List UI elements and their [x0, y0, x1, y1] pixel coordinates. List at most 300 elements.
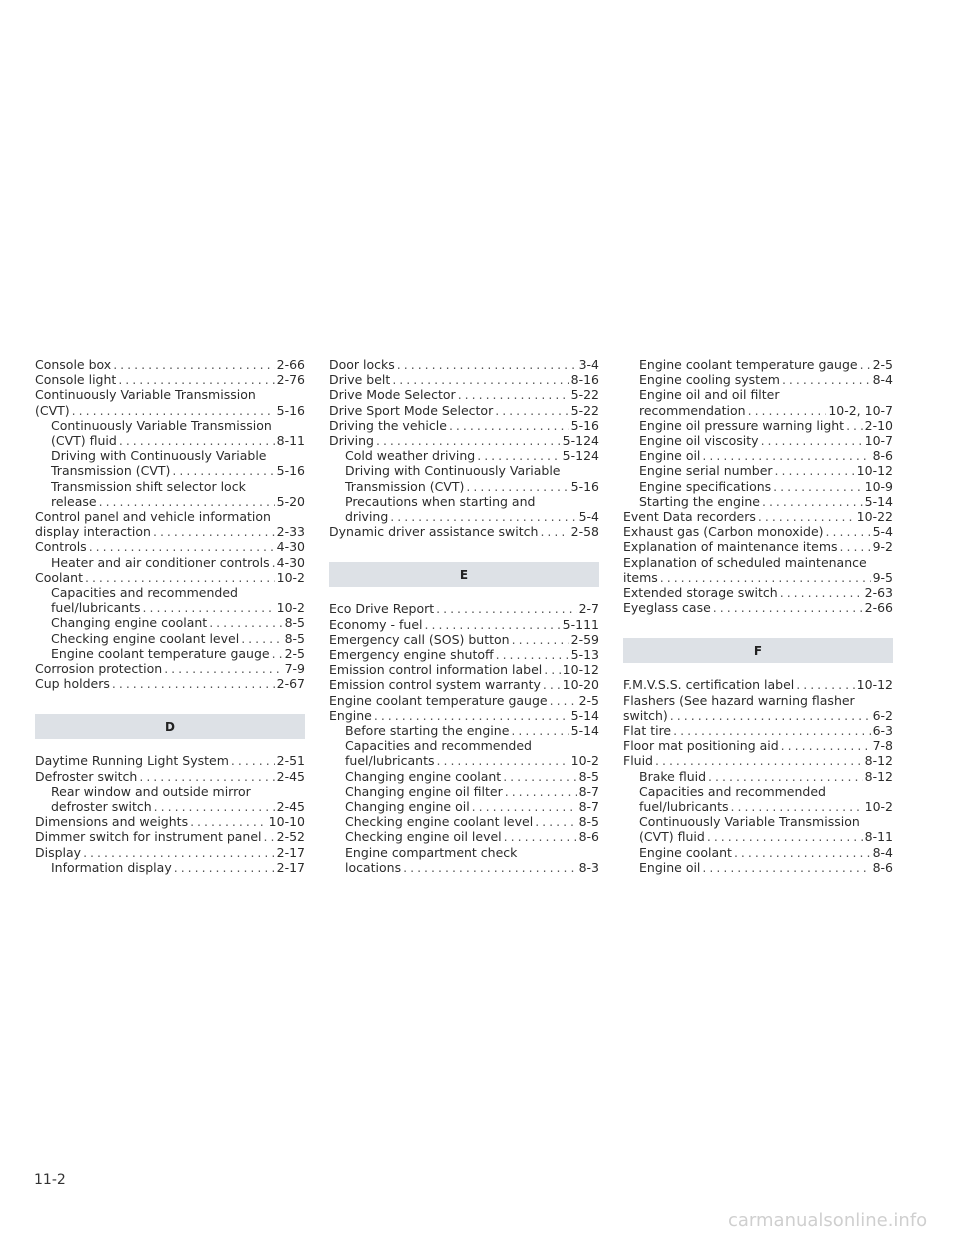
entry-text: display interaction	[35, 524, 151, 540]
entry-text: Floor mat positioning aid	[623, 738, 779, 754]
dot-leader	[472, 799, 577, 814]
entry-row	[623, 585, 893, 600]
entry-row	[345, 723, 599, 738]
index-subentry[interactable]	[623, 448, 893, 463]
entry-text: Continuously Variable Transmission	[35, 387, 256, 403]
page-reference: 5-16	[276, 402, 305, 418]
entry-row	[51, 615, 305, 630]
index-subentry[interactable]	[35, 555, 305, 570]
entry-text: driving	[345, 509, 389, 525]
entry-text: Engine specifications	[639, 478, 772, 494]
page-reference: 8-5	[578, 814, 599, 830]
entry-row	[329, 647, 599, 662]
index-subentry[interactable]	[623, 479, 893, 494]
page-reference: 8-5	[284, 630, 305, 646]
index-subentry[interactable]	[329, 814, 599, 829]
page-reference: 2-67	[276, 676, 305, 692]
entry-text: release	[51, 493, 97, 509]
page-reference: 4-30	[276, 539, 305, 555]
entry-text: Console light	[35, 372, 117, 388]
page-reference: 5-22	[570, 402, 599, 418]
entry-text: Transmission (CVT)	[51, 463, 171, 479]
dot-leader	[495, 403, 568, 418]
page-reference: 2-52	[276, 829, 305, 845]
page-reference: 7-9	[284, 661, 305, 677]
index-subentry[interactable]	[35, 479, 305, 509]
dot-leader	[403, 860, 576, 875]
entry-row	[329, 524, 599, 539]
page-reference: 4-30	[276, 554, 305, 570]
dot-leader	[209, 615, 282, 630]
index-subentry[interactable]	[35, 448, 305, 478]
page-reference: 3-4	[578, 357, 599, 372]
entry-row	[623, 524, 893, 539]
entry-row	[345, 799, 599, 814]
entry-text: Engine coolant temperature gauge	[639, 357, 858, 372]
entry-text: items	[623, 569, 658, 585]
index-entry[interactable]	[35, 845, 305, 860]
page-reference: 5-14	[570, 707, 599, 723]
dot-leader	[762, 494, 863, 509]
index-entry[interactable]	[623, 524, 893, 539]
entry-row	[345, 784, 599, 799]
page-reference: 8-4	[872, 372, 893, 388]
index-entry[interactable]	[623, 600, 893, 615]
index-entry[interactable]	[35, 814, 305, 829]
index-column-3	[623, 357, 893, 875]
index-entry[interactable]	[35, 387, 305, 417]
entry-text: switch)	[623, 707, 668, 723]
index-entry[interactable]	[623, 509, 893, 524]
page-reference: 2-7	[578, 601, 599, 617]
page-reference: 5-22	[570, 387, 599, 403]
entry-text: Engine coolant temperature gauge	[51, 645, 270, 661]
index-entry[interactable]	[623, 677, 893, 692]
entry-row	[329, 601, 599, 616]
dot-leader	[139, 769, 274, 784]
index-entry[interactable]	[329, 433, 599, 448]
index-subentry[interactable]	[623, 372, 893, 387]
entry-text: Engine oil viscosity	[639, 433, 759, 449]
entry-row	[639, 448, 893, 463]
page-reference: 10-2, 10-7	[828, 402, 893, 418]
dot-leader	[655, 753, 863, 768]
page-reference: 9-2	[872, 539, 893, 555]
index-entry[interactable]	[35, 753, 305, 768]
entry-text: Dynamic driver assistance switch	[329, 524, 539, 540]
entry-row	[329, 617, 599, 632]
page-reference: 5-4	[578, 509, 599, 525]
entry-text: Changing engine coolant	[345, 768, 502, 784]
entry-row	[51, 799, 305, 814]
dot-leader	[503, 769, 576, 784]
dot-leader	[153, 524, 275, 539]
entry-row	[329, 433, 599, 448]
page-reference: 2-66	[864, 600, 893, 616]
entry-text: Engine coolant temperature gauge	[329, 692, 548, 708]
index-subentry[interactable]	[623, 784, 893, 814]
index-subentry[interactable]	[623, 860, 893, 875]
page-reference: 2-63	[864, 585, 893, 601]
page-reference: 2-45	[276, 799, 305, 815]
entry-row	[35, 661, 305, 676]
entry-row	[35, 829, 305, 844]
page-reference: 2-66	[276, 357, 305, 372]
index-entry[interactable]	[329, 357, 599, 372]
entry-row	[329, 418, 599, 433]
entry-text: Driving with Continuously Variable	[345, 463, 561, 479]
page-reference: 8-6	[872, 859, 893, 875]
dot-leader	[119, 433, 275, 448]
entry-text: Driving the vehicle	[329, 417, 447, 433]
index-entry[interactable]	[329, 524, 599, 539]
index-entry[interactable]	[329, 403, 599, 418]
page-reference: 5-20	[276, 493, 305, 509]
index-subentry[interactable]	[329, 784, 599, 799]
dot-leader	[374, 708, 569, 723]
entry-row	[345, 509, 599, 524]
page-reference: 10-12	[856, 463, 893, 479]
entry-row	[35, 769, 305, 784]
page-reference: 8-16	[570, 372, 599, 388]
page-reference: 8-11	[864, 829, 893, 845]
entry-text: Information display	[51, 859, 172, 875]
index-subentry[interactable]	[623, 433, 893, 448]
dot-leader	[773, 479, 862, 494]
index-subentry[interactable]	[35, 860, 305, 875]
index-subentry[interactable]	[623, 387, 893, 417]
entry-row	[639, 829, 893, 844]
index-entry[interactable]	[35, 829, 305, 844]
dot-leader	[748, 403, 827, 418]
index-entry[interactable]	[623, 555, 893, 585]
dot-leader	[713, 600, 863, 615]
entry-row	[329, 387, 599, 402]
dot-leader	[734, 845, 871, 860]
entry-row	[639, 418, 893, 433]
page-reference: 2-5	[284, 645, 305, 661]
entry-text: Door locks	[329, 357, 395, 372]
entry-text: F.M.V.S.S. certification label	[623, 677, 795, 693]
index-entry[interactable]	[329, 632, 599, 647]
entry-text: Heater and air conditioner controls	[51, 554, 270, 570]
dot-leader	[660, 570, 871, 585]
entry-row	[623, 570, 893, 585]
page-reference: 10-12	[856, 677, 893, 693]
entry-text: (CVT) fluid	[639, 829, 705, 845]
dot-leader	[702, 860, 870, 875]
dot-leader	[392, 372, 568, 387]
index-entry[interactable]	[329, 372, 599, 387]
entry-text: Explanation of scheduled maintenance	[623, 554, 867, 570]
dot-leader	[113, 357, 274, 372]
entry-text: Dimmer switch for instrument panel	[35, 829, 262, 845]
dot-leader	[190, 814, 267, 829]
entry-text: Engine oil and oil filter	[639, 387, 780, 403]
index-entry[interactable]	[329, 708, 599, 723]
entry-row	[35, 372, 305, 387]
entry-text: Flat tire	[623, 723, 672, 739]
entry-text: Drive Sport Mode Selector	[329, 402, 494, 418]
page-reference: 10-2	[570, 753, 599, 769]
index-entry[interactable]	[623, 539, 893, 554]
entry-row	[639, 403, 893, 418]
page-reference: 8-6	[872, 448, 893, 464]
section-header-f: F	[623, 638, 893, 663]
entry-row	[35, 403, 305, 418]
entry-row	[639, 799, 893, 814]
entry-row	[51, 433, 305, 448]
index-entry[interactable]	[623, 738, 893, 753]
index-subentry[interactable]	[623, 814, 893, 844]
entry-text: Control panel and vehicle information	[35, 509, 271, 525]
page-reference: 10-12	[562, 662, 599, 678]
dot-leader	[781, 738, 871, 753]
entry-row	[639, 860, 893, 875]
entry-row	[329, 372, 599, 387]
index-entry[interactable]	[35, 357, 305, 372]
dot-leader	[758, 509, 855, 524]
dot-leader	[505, 784, 577, 799]
index-entry[interactable]	[35, 676, 305, 691]
page-reference: 5-16	[276, 463, 305, 479]
entry-text: Flashers (See hazard warning flasher	[623, 692, 855, 708]
index-subentry[interactable]	[623, 357, 893, 372]
entry-row	[329, 403, 599, 418]
entry-text: Corrosion protection	[35, 661, 163, 677]
dot-leader	[860, 357, 871, 372]
entry-text: Checking engine oil level	[345, 829, 502, 845]
entry-text: Starting the engine	[639, 493, 760, 509]
dot-leader	[174, 860, 275, 875]
index-entry[interactable]	[35, 570, 305, 585]
watermark: carmanualsonline.info	[728, 1210, 928, 1231]
index-entry[interactable]	[35, 539, 305, 554]
index-subentry[interactable]	[35, 631, 305, 646]
entry-text: Engine compartment check	[345, 844, 518, 860]
index-subentry[interactable]	[35, 646, 305, 661]
index-entry[interactable]	[329, 387, 599, 402]
index-subentry[interactable]	[329, 723, 599, 738]
entry-text: Dimensions and weights	[35, 814, 189, 830]
index-entry[interactable]	[35, 661, 305, 676]
entry-text: Engine oil pressure warning light	[639, 417, 845, 433]
dot-leader	[241, 631, 282, 646]
page-reference: 2-10	[864, 417, 893, 433]
entry-row	[329, 662, 599, 677]
index-entry[interactable]	[329, 662, 599, 677]
entry-row	[329, 357, 599, 372]
entry-text: Extended storage switch	[623, 585, 778, 601]
entry-row	[35, 845, 305, 860]
page-reference: 2-45	[276, 768, 305, 784]
index-subentry[interactable]	[623, 845, 893, 860]
dot-leader	[118, 372, 274, 387]
page-reference: 5-13	[570, 647, 599, 663]
index-entry[interactable]	[623, 585, 893, 600]
index-entry[interactable]	[329, 601, 599, 616]
entry-text: Explanation of maintenance items	[623, 539, 838, 555]
entry-text: Transmission (CVT)	[345, 478, 465, 494]
index-subentry[interactable]	[623, 494, 893, 509]
entry-text: Drive Mode Selector	[329, 387, 456, 403]
index-entry[interactable]	[35, 372, 305, 387]
page-reference: 8-5	[578, 768, 599, 784]
index-subentry[interactable]	[329, 494, 599, 524]
dot-leader	[707, 829, 863, 844]
index-subentry[interactable]	[329, 829, 599, 844]
entry-row	[639, 769, 893, 784]
entry-row	[35, 539, 305, 554]
index-subentry[interactable]	[623, 463, 893, 478]
entry-row	[345, 860, 599, 875]
dot-leader	[466, 479, 568, 494]
dot-leader	[449, 418, 569, 433]
entry-row	[639, 463, 893, 478]
page-reference: 2-5	[578, 692, 599, 708]
entry-row	[345, 769, 599, 784]
entry-text: Transmission shift selector lock	[51, 478, 246, 494]
entry-text: Cold weather driving	[345, 448, 476, 464]
entry-row	[51, 463, 305, 478]
entry-text: Precautions when starting and	[345, 493, 536, 509]
entry-text: Defroster switch	[35, 768, 138, 784]
entry-text: Engine coolant	[639, 844, 732, 860]
dot-leader	[436, 601, 576, 616]
dot-leader	[154, 799, 275, 814]
entry-text: (CVT) fluid	[51, 433, 117, 449]
index-subentry[interactable]	[623, 418, 893, 433]
entry-row	[35, 814, 305, 829]
dot-leader	[425, 617, 561, 632]
entry-row	[623, 600, 893, 615]
entry-row	[623, 539, 893, 554]
dot-leader	[143, 600, 275, 615]
entry-row	[639, 845, 893, 860]
entry-text: Economy - fuel	[329, 616, 423, 632]
entry-text: fuel/lubricants	[345, 753, 435, 769]
entry-text: Drive belt	[329, 372, 391, 388]
entry-text: Emergency engine shutoff	[329, 647, 494, 663]
index-entry[interactable]	[329, 677, 599, 692]
page-reference: 5-14	[570, 723, 599, 739]
dot-leader	[550, 693, 577, 708]
entry-text: Eyeglass case	[623, 600, 711, 616]
entry-row	[623, 723, 893, 738]
entry-row	[623, 708, 893, 723]
index-subentry[interactable]	[329, 799, 599, 814]
entry-row	[51, 600, 305, 615]
dot-leader	[164, 661, 282, 676]
dot-leader	[477, 448, 560, 463]
entry-text: Display	[35, 844, 82, 860]
index-entry[interactable]	[35, 769, 305, 784]
dot-leader	[780, 585, 863, 600]
index-entry[interactable]	[329, 617, 599, 632]
dot-leader	[496, 647, 569, 662]
dot-leader	[112, 676, 275, 691]
entry-row	[623, 738, 893, 753]
entry-text: Eco Drive Report	[329, 601, 435, 617]
page-reference: 9-5	[872, 569, 893, 585]
entry-text: Changing engine coolant	[51, 615, 208, 631]
page-reference: 10-7	[864, 433, 893, 449]
page-number: 11-2	[34, 1172, 66, 1188]
entry-text: Engine cooling system	[639, 372, 780, 388]
section-header-d: D	[35, 714, 305, 739]
entry-text: Daytime Running Light System	[35, 753, 229, 769]
index-subentry[interactable]	[329, 845, 599, 875]
index-subentry[interactable]	[35, 784, 305, 814]
index-entry[interactable]	[329, 418, 599, 433]
index-subentry[interactable]	[329, 769, 599, 784]
page-reference: 2-76	[276, 372, 305, 388]
index-subentry[interactable]	[35, 615, 305, 630]
dot-leader	[458, 387, 569, 402]
page-reference: 8-7	[578, 783, 599, 799]
entry-row	[35, 357, 305, 372]
entry-text: Brake fluid	[639, 768, 707, 784]
entry-row	[35, 753, 305, 768]
page-reference: 2-17	[276, 859, 305, 875]
page-reference: 5-111	[562, 616, 599, 632]
page-reference: 8-5	[284, 615, 305, 631]
dot-leader	[83, 845, 275, 860]
page-reference: 8-12	[864, 768, 893, 784]
page-reference: 5-16	[570, 417, 599, 433]
index-subentry[interactable]	[329, 448, 599, 463]
index-entry[interactable]	[623, 753, 893, 768]
index-subentry[interactable]	[35, 585, 305, 615]
dot-leader	[437, 753, 569, 768]
index-entry[interactable]	[623, 693, 893, 723]
index-subentry[interactable]	[329, 463, 599, 493]
entry-row	[51, 494, 305, 509]
entry-text: (CVT)	[35, 402, 70, 418]
dot-leader	[796, 677, 854, 692]
page-reference: 8-11	[276, 433, 305, 449]
page-reference: 2-17	[276, 844, 305, 860]
index-subentry[interactable]	[623, 769, 893, 784]
page-reference: 6-3	[872, 723, 893, 739]
entry-row	[345, 448, 599, 463]
dot-leader	[89, 539, 275, 554]
entry-row	[35, 570, 305, 585]
entry-text: fuel/lubricants	[639, 799, 729, 815]
entry-row	[639, 372, 893, 387]
entry-text: Event Data recorders	[623, 509, 756, 525]
entry-text: fuel/lubricants	[51, 600, 141, 616]
entry-row	[51, 555, 305, 570]
entry-text: Engine	[329, 707, 372, 723]
entry-text: recommendation	[639, 402, 746, 418]
entry-text: Continuously Variable Transmission	[51, 417, 272, 433]
page-reference: 10-10	[268, 814, 305, 830]
dot-leader	[511, 723, 568, 738]
page-reference: 8-6	[578, 829, 599, 845]
index-entry[interactable]	[329, 647, 599, 662]
page-reference: 5-16	[570, 478, 599, 494]
index-entry[interactable]	[329, 693, 599, 708]
page-reference: 8-12	[864, 753, 893, 769]
index-entry[interactable]	[623, 723, 893, 738]
index-entry[interactable]	[35, 509, 305, 539]
entry-row	[639, 494, 893, 509]
entry-text: Capacities and recommended	[345, 738, 532, 754]
index-subentry[interactable]	[329, 738, 599, 768]
index-subentry[interactable]	[35, 418, 305, 448]
dot-leader	[512, 632, 569, 647]
